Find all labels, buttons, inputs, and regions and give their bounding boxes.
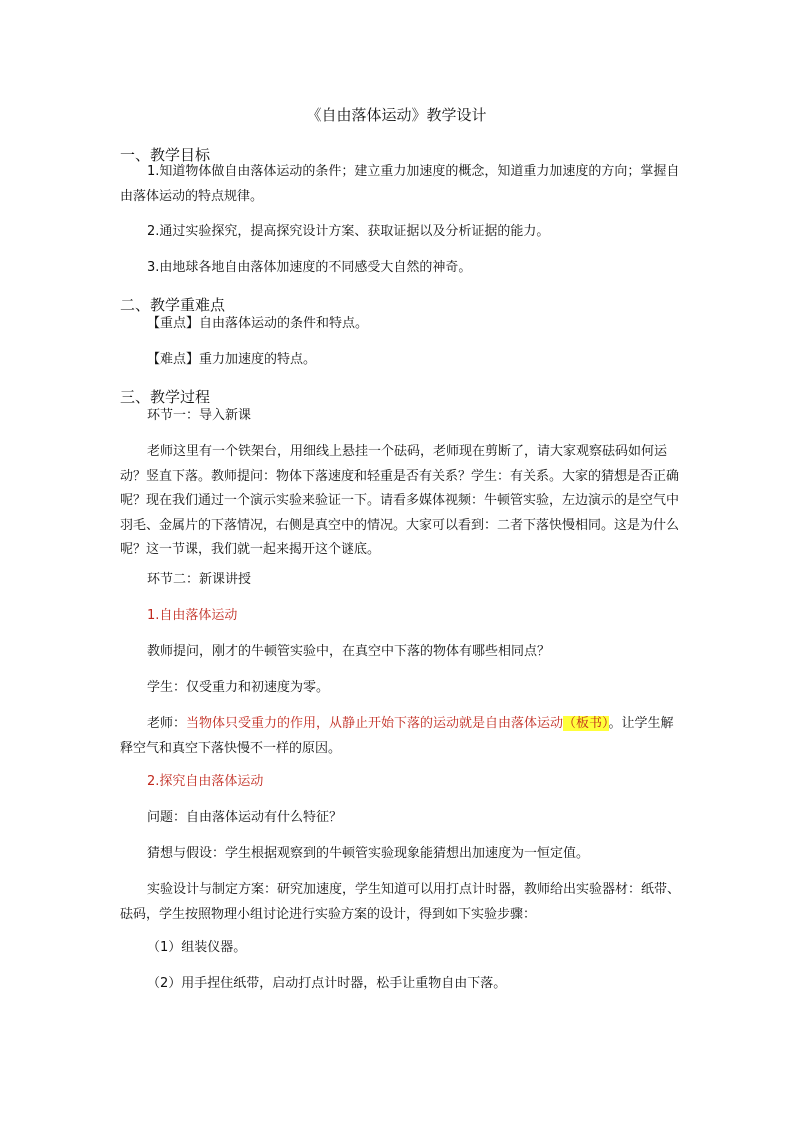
goal-3: 3.由地球各地自由落体加速度的不同感受大自然的神奇。: [147, 260, 472, 275]
goal-2: 2.通过实验探究，提高探究设计方案、获取证据以及分析证据的能力。: [147, 224, 550, 239]
board-note: （板书）: [563, 716, 609, 731]
document-title: 《自由落体运动》教学设计: [306, 106, 487, 124]
question: 问题：自由落体运动有什么特征？: [147, 810, 343, 825]
section-heading-process: 三、教学过程: [120, 388, 211, 406]
subsection-explore: 2.探究自由落体运动: [147, 774, 264, 789]
teacher-definition-paragraph: [120, 712, 680, 761]
goal-1: 1.知道物体做自由落体运动的条件；建立重力加速度的概念，知道重力加速度的方向；掌握自由落体运动的特点规律。: [120, 164, 680, 204]
teacher-question: 教师提问，刚才的牛顿管实验中，在真空中下落的物体有哪些相同点？: [147, 644, 551, 659]
step-assemble: （1）组装仪器。: [147, 940, 247, 955]
free-fall-definition: 当物体只受重力的作用，从静止开始下落的运动就是自由落体运动: [186, 716, 564, 731]
step-release: （2）用手捏住纸带，启动打点计时器，松手让重物自由下落。: [147, 976, 507, 991]
student-answer: 学生：仅受重力和初速度为零。: [147, 680, 330, 695]
difficult-point: 【难点】重力加速度的特点。: [147, 352, 317, 367]
step-2-heading: 环节二：新课讲授: [147, 572, 252, 587]
hypothesis: 猜想与假设：学生根据观察到的牛顿管实验现象能猜想出加速度为一恒定值。: [147, 846, 590, 861]
intro-paragraph: 老师这里有一个铁架台，用细线上悬挂一个砝码，老师现在剪断了，请大家观察砝码如何运动？竖直下落。教师提问：物体下落速度和轻重是否有关系？学生：有关系。大家的猜想是否正确呢？现在我们通过一个演示实验来验证一下。请看多媒体视频：牛顿管实验，左边演示的是空气中羽毛、金属片的下落情况，右侧是真空中的情况。大家可以看到：二者下落快慢相同。这是为什么呢？这一节课，我们就一起来揭开这个谜底。: [120, 444, 680, 557]
experiment-design: 实验设计与制定方案：研究加速度，学生知道可以用打点计时器，教师给出实验器材：纸带、砝码，学生按照物理小组讨论进行实验方案的设计，得到如下实验步骤：: [120, 882, 681, 922]
key-point: 【重点】自由落体运动的条件和特点。: [147, 316, 369, 331]
section-heading-key-points: 二、教学重难点: [120, 296, 226, 314]
teacher-rest: 。让学生解释空气和真空下落快慢不一样的原因。: [120, 716, 674, 756]
teacher-prefix: 老师：: [147, 716, 187, 731]
step-1-heading: 环节一：导入新课: [147, 408, 252, 423]
subsection-free-fall: 1.自由落体运动: [147, 608, 238, 623]
section-heading-goals: 一、教学目标: [120, 146, 211, 164]
